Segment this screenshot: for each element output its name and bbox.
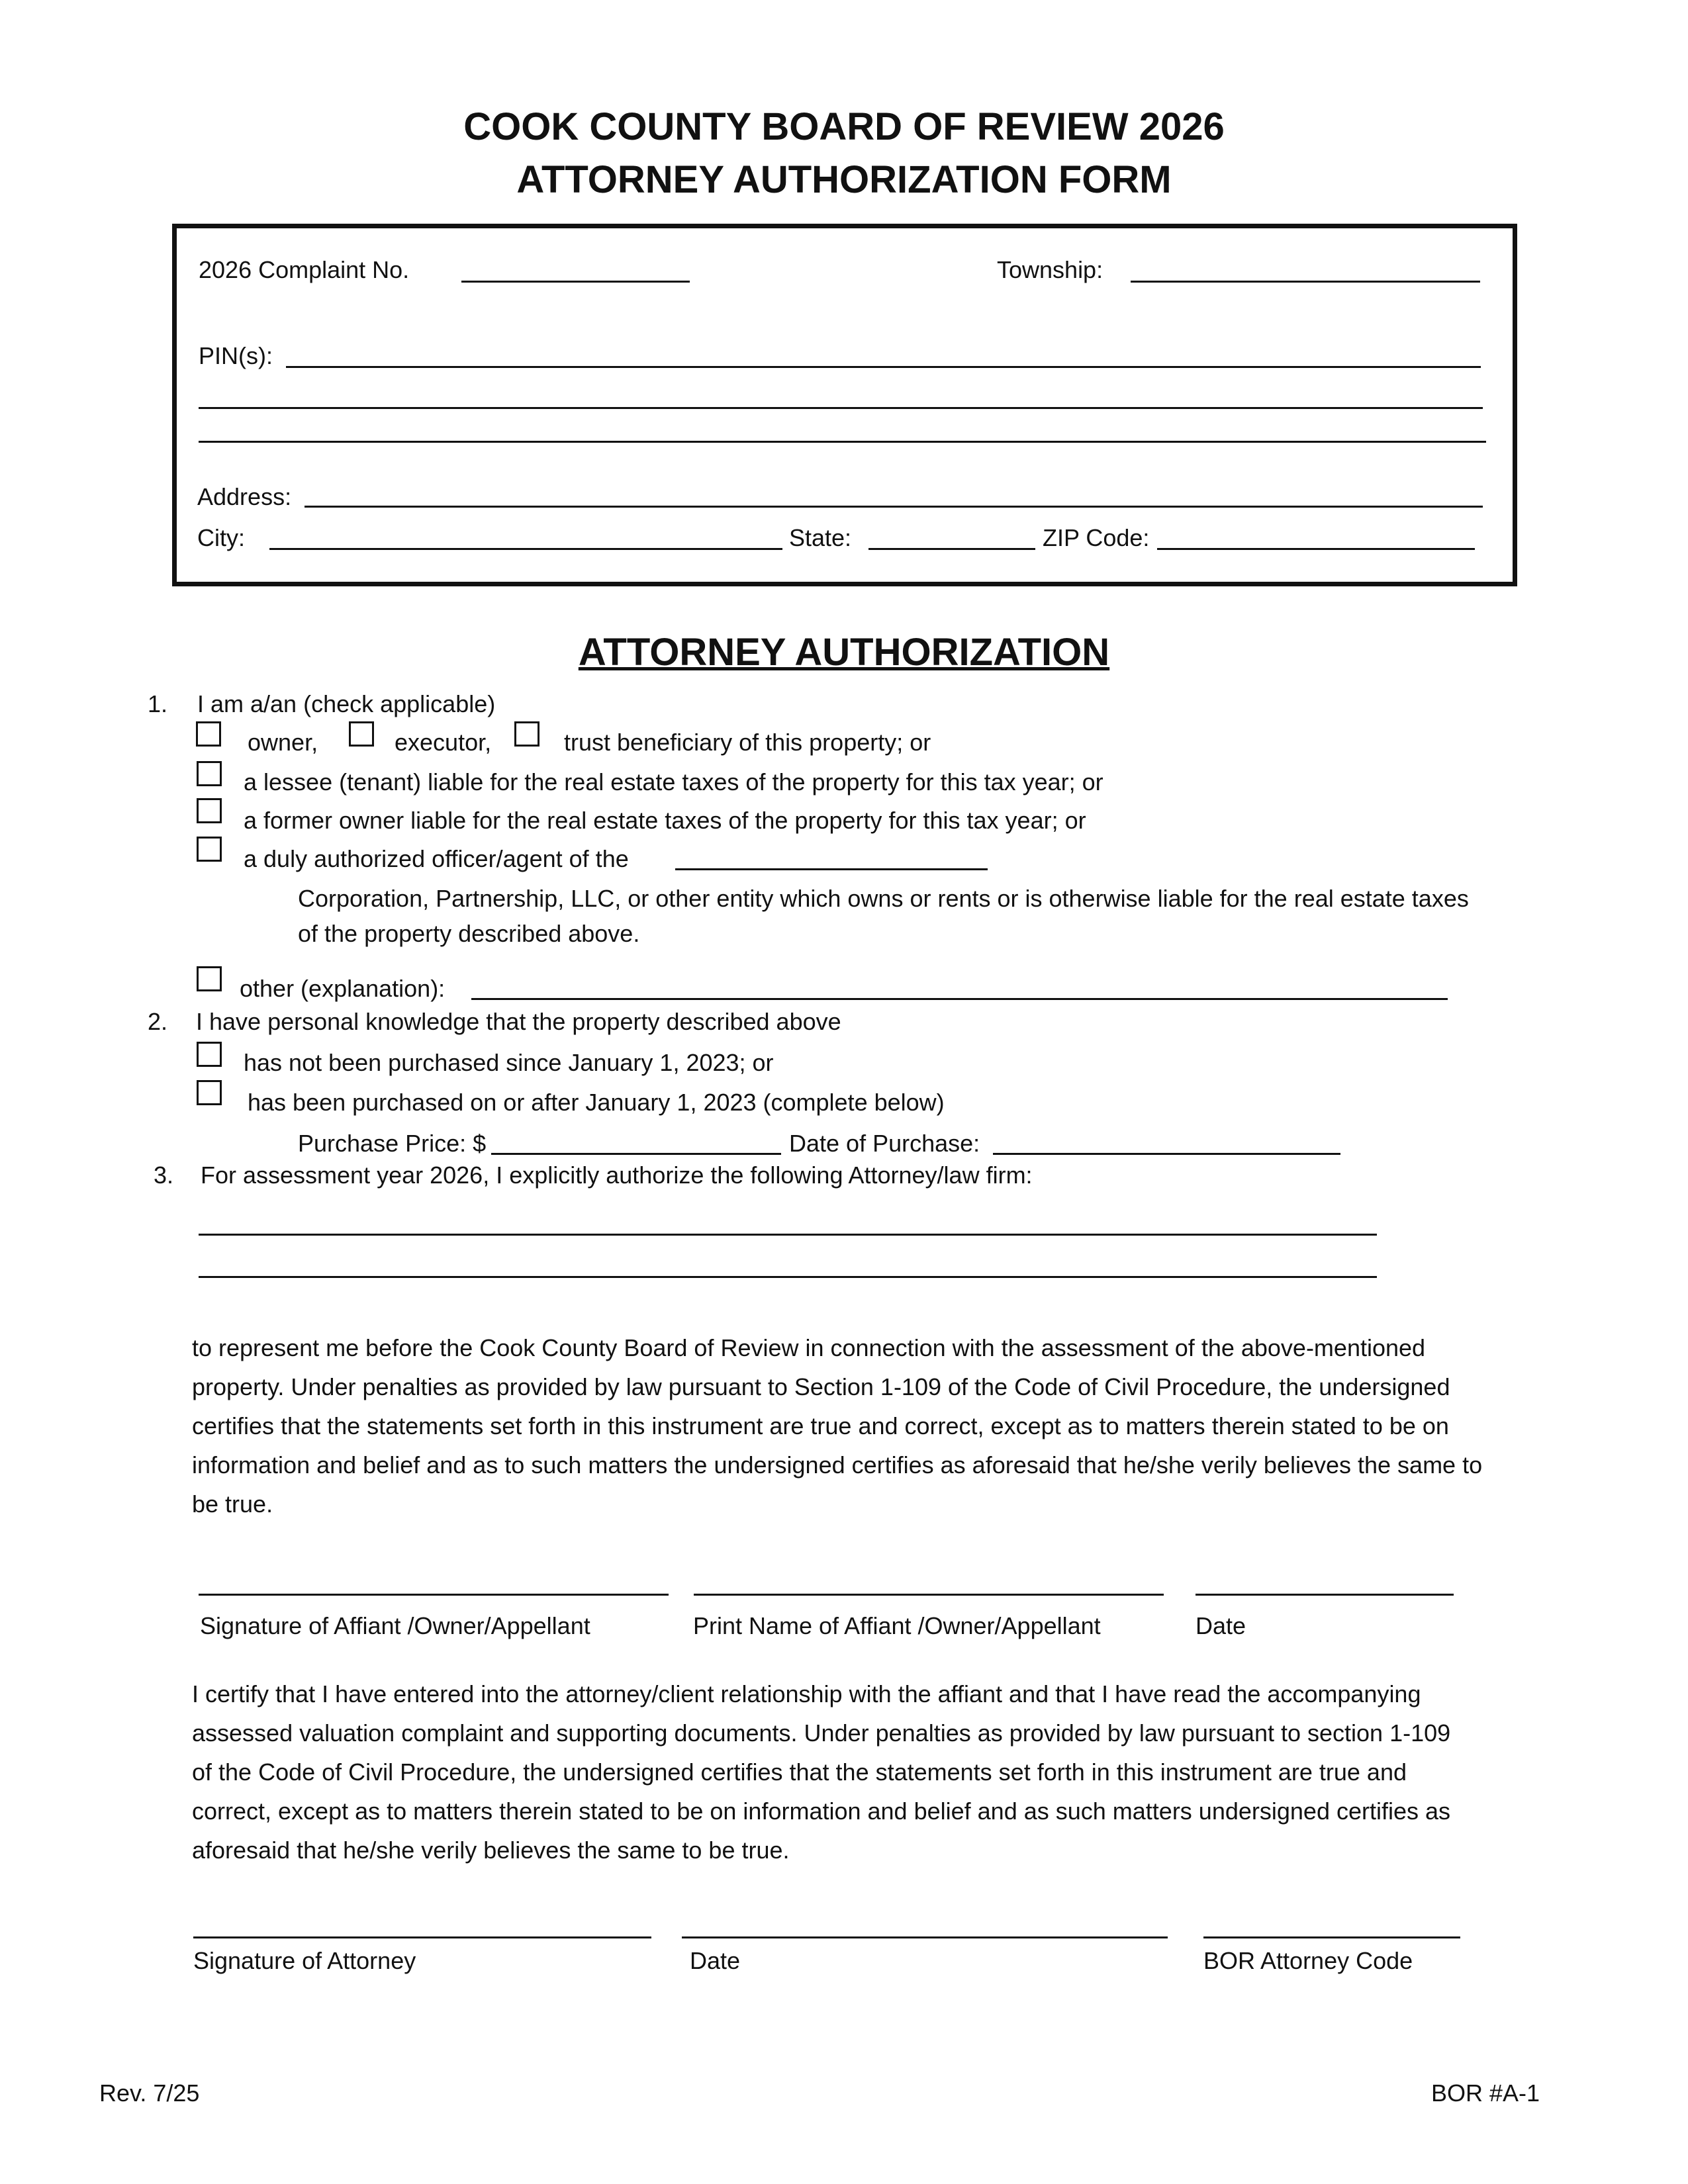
city-field[interactable]	[269, 548, 782, 550]
trust-checkbox[interactable]	[514, 721, 539, 747]
purchased-checkbox[interactable]	[197, 1080, 222, 1105]
executor-label: executor,	[395, 729, 492, 756]
pins-field-line2[interactable]	[199, 407, 1483, 409]
attorney-code-label: BOR Attorney Code	[1203, 1947, 1413, 1974]
affidavit-line4: information and belief and as to such matters the undersigned certifies as aforesaid that he/she verily believes the same to	[192, 1451, 1483, 1479]
attorney-signature-field[interactable]	[193, 1936, 651, 1938]
city-label: City:	[197, 524, 245, 551]
affidavit-line5: be true.	[192, 1490, 273, 1518]
item3-number: 3.	[154, 1161, 174, 1189]
attorney-code-field[interactable]	[1203, 1936, 1460, 1938]
purchase-price-label: Purchase Price: $	[298, 1130, 487, 1157]
state-label: State:	[789, 524, 852, 551]
cert-line1: I certify that I have entered into the attorney/client relationship with the affiant and that I have read the accompanying	[192, 1680, 1421, 1707]
township-label: Township:	[997, 256, 1103, 283]
other-checkbox[interactable]	[197, 966, 222, 991]
affiant-signature-label: Signature of Affiant /Owner/Appellant	[200, 1612, 590, 1639]
form-id-label: BOR #A-1	[1431, 2079, 1540, 2107]
officer-label: a duly authorized officer/agent of the	[244, 845, 629, 872]
zip-label: ZIP Code:	[1043, 524, 1150, 551]
form-title-line2: ATTORNEY AUTHORIZATION FORM	[516, 158, 1172, 201]
owner-checkbox[interactable]	[196, 721, 221, 747]
officer-checkbox[interactable]	[197, 837, 222, 862]
section-title: ATTORNEY AUTHORIZATION	[578, 631, 1110, 674]
affidavit-line3: certifies that the statements set forth in this instrument are true and correct, except as to matters therein stated to be on	[192, 1412, 1449, 1439]
pins-label: PIN(s):	[199, 342, 273, 369]
purchase-price-field[interactable]	[491, 1153, 781, 1155]
item2-intro: I have personal knowledge that the property described above	[196, 1008, 841, 1035]
address-field[interactable]	[305, 506, 1483, 508]
state-field[interactable]	[868, 548, 1035, 550]
entity-name-field[interactable]	[675, 868, 988, 870]
item1-intro: I am a/an (check applicable)	[197, 690, 496, 717]
purchased-label: has been purchased on or after January 1, 2023 (complete below)	[248, 1089, 945, 1116]
affiant-signature-field[interactable]	[199, 1594, 669, 1596]
affidavit-paragraph	[192, 1328, 1595, 1524]
entity-description-line1: Corporation, Partnership, LLC, or other entity which owns or rents or is otherwise liable for the real estate taxes	[298, 885, 1469, 912]
revision-label: Rev. 7/25	[99, 2079, 200, 2107]
attorney-firm-field-line1[interactable]	[199, 1234, 1377, 1236]
affidavit-line2: property. Under penalties as provided by law pursuant to Section 1-109 of the Code of Civil Procedure, the undersigned	[192, 1373, 1450, 1400]
attorney-date-label: Date	[690, 1947, 741, 1974]
purchase-date-label: Date of Purchase:	[789, 1130, 980, 1157]
affiant-print-name-field[interactable]	[694, 1594, 1164, 1596]
affiant-date-label: Date	[1196, 1612, 1246, 1639]
trust-label: trust beneficiary of this property; or	[564, 729, 931, 756]
cert-line2: assessed valuation complaint and supporting documents. Under penalties as provided by law pursuant to section 1-109	[192, 1719, 1451, 1747]
owner-label: owner,	[248, 729, 318, 756]
executor-checkbox[interactable]	[349, 721, 374, 747]
address-label: Address:	[197, 483, 292, 510]
item1-number: 1.	[148, 690, 168, 717]
not-purchased-label: has not been purchased since January 1, 2023; or	[244, 1049, 774, 1076]
pins-field-line1[interactable]	[286, 366, 1481, 368]
lessee-checkbox[interactable]	[197, 761, 222, 786]
complaint-label: 2026 Complaint No.	[199, 256, 410, 283]
affiant-date-field[interactable]	[1196, 1594, 1454, 1596]
attorney-firm-field-line2[interactable]	[199, 1276, 1377, 1278]
zip-field[interactable]	[1157, 548, 1475, 550]
attorney-certification-paragraph	[192, 1674, 1542, 1870]
former-owner-label: a former owner liable for the real estate taxes of the property for this tax year; or	[244, 807, 1086, 834]
item2-number: 2.	[148, 1008, 168, 1035]
cert-line3: of the Code of Civil Procedure, the undersigned certifies that the statements set forth in this instrument are true and	[192, 1758, 1407, 1786]
lessee-label: a lessee (tenant) liable for the real estate taxes of the property for this tax year; or	[244, 768, 1103, 796]
township-field[interactable]	[1131, 281, 1480, 283]
attorney-signature-label: Signature of Attorney	[193, 1947, 416, 1974]
cert-line4: correct, except as to matters therein stated to be on information and belief and as such matters undersigned certifies as	[192, 1797, 1451, 1825]
affiant-print-name-label: Print Name of Affiant /Owner/Appellant	[693, 1612, 1101, 1639]
entity-description-line2: of the property described above.	[298, 920, 640, 947]
complaint-number-field[interactable]	[461, 281, 690, 283]
pins-field-line3[interactable]	[199, 441, 1486, 443]
former-owner-checkbox[interactable]	[197, 798, 222, 823]
other-explanation-field[interactable]	[471, 998, 1448, 1000]
item3-intro: For assessment year 2026, I explicitly authorize the following Attorney/law firm:	[201, 1161, 1033, 1189]
form-title-line1: COOK COUNTY BOARD OF REVIEW 2026	[463, 105, 1225, 148]
other-label: other (explanation):	[240, 975, 445, 1002]
cert-line5: aforesaid that he/she verily believes the same to be true.	[192, 1837, 790, 1864]
not-purchased-checkbox[interactable]	[197, 1042, 222, 1067]
affidavit-line1: to represent me before the Cook County Board of Review in connection with the assessment of the above-mentioned	[192, 1334, 1426, 1361]
purchase-date-field[interactable]	[993, 1153, 1340, 1155]
attorney-date-field[interactable]	[682, 1936, 1168, 1938]
